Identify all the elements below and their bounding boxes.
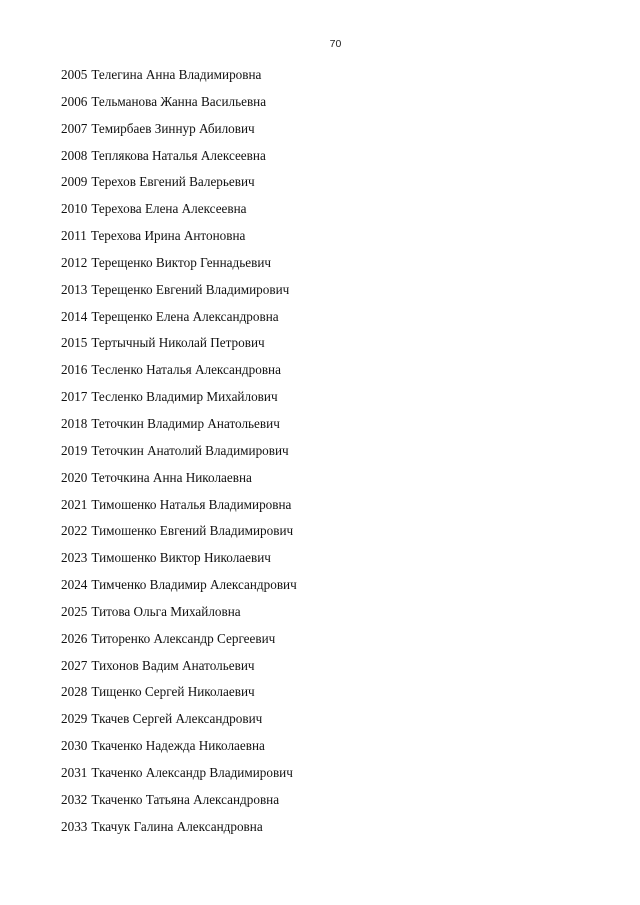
entry-name: Терещенко Виктор Геннадьевич — [91, 254, 272, 270]
entry-name: Тимошенко Евгений Владимирович — [91, 523, 294, 539]
list-item — [61, 574, 297, 601]
list-item — [61, 789, 297, 816]
list-item — [61, 171, 297, 198]
page-number: 70 — [329, 38, 342, 50]
list-item — [61, 279, 297, 306]
list-item — [61, 601, 297, 628]
list-item — [61, 547, 297, 574]
list-item — [61, 440, 297, 467]
entry-number: 2028 — [61, 684, 88, 700]
entry-number: 2006 — [61, 93, 88, 109]
entry-name: Тертычный Николай Петрович — [91, 335, 265, 351]
entry-name: Тимченко Владимир Александрович — [91, 577, 297, 593]
list-item — [61, 628, 297, 655]
entry-name: Тесленко Наталья Александровна — [91, 362, 281, 378]
entry-name: Титоренко Александр Сергеевич — [91, 630, 276, 646]
entry-name: Ткаченко Александр Владимирович — [91, 764, 293, 780]
entry-number: 2011 — [61, 228, 87, 244]
entry-number: 2021 — [61, 496, 88, 512]
entry-number: 2032 — [61, 791, 88, 807]
entry-number: 2023 — [61, 550, 88, 566]
entry-number: 2024 — [61, 577, 88, 593]
entry-number: 2029 — [61, 711, 88, 727]
list-item — [61, 359, 297, 386]
list-item — [61, 64, 297, 91]
entry-name: Ткаченко Татьяна Александровна — [91, 791, 280, 807]
entry-number: 2015 — [61, 335, 88, 351]
entry-name: Теплякова Наталья Алексеевна — [91, 147, 266, 163]
entry-number: 2022 — [61, 523, 88, 539]
entry-name: Темирбаев Зиннур Абилович — [91, 120, 255, 136]
list-item — [61, 520, 297, 547]
list-item — [61, 655, 297, 682]
entry-number: 2026 — [61, 630, 88, 646]
list-item — [61, 494, 297, 521]
entry-name: Тищенко Сергей Николаевич — [91, 684, 255, 700]
entry-name: Теточкин Анатолий Владимирович — [91, 442, 289, 458]
entry-number: 2008 — [61, 147, 88, 163]
entry-number: 2019 — [61, 442, 88, 458]
entry-number: 2005 — [61, 67, 88, 82]
entry-name: Ткачук Галина Александровна — [91, 818, 263, 834]
entry-name: Терещенко Евгений Владимирович — [91, 281, 290, 297]
entry-name: Терехов Евгений Валерьевич — [91, 174, 255, 190]
entry-name: Тесленко Владимир Михайлович — [91, 389, 278, 405]
entry-name: Теточкина Анна Николаевна — [91, 469, 252, 485]
entry-number: 2010 — [61, 201, 88, 217]
entry-name: Ткаченко Надежда Николаевна — [91, 738, 265, 754]
list-item — [61, 681, 297, 708]
entry-number: 2030 — [61, 738, 88, 754]
list-item — [61, 467, 297, 494]
list-item — [61, 198, 297, 225]
entry-number: 2031 — [61, 764, 88, 780]
entry-name: Теточкин Владимир Анатольевич — [91, 415, 280, 431]
list-item — [61, 708, 297, 735]
entry-number: 2025 — [61, 603, 88, 619]
entry-name: Терещенко Елена Александровна — [91, 308, 279, 324]
list-item — [61, 145, 297, 172]
list-item — [61, 386, 297, 413]
entry-number: 2016 — [61, 362, 88, 378]
entry-number: 2009 — [61, 174, 88, 190]
list-item — [61, 762, 297, 789]
entry-number: 2012 — [61, 254, 88, 270]
list-item — [61, 413, 297, 440]
entry-number: 2013 — [61, 281, 88, 297]
entry-name: Терехова Елена Алексеевна — [91, 201, 247, 217]
entry-number: 2018 — [61, 415, 88, 431]
list-item — [61, 735, 297, 762]
list-item — [61, 816, 297, 843]
list-item — [61, 306, 297, 333]
entry-name: Тимошенко Виктор Николаевич — [91, 550, 271, 566]
list-item — [61, 118, 297, 145]
list-item — [61, 91, 297, 118]
entry-name: Титова Ольга Михайловна — [91, 603, 241, 619]
list-item — [61, 332, 297, 359]
name-list — [61, 64, 297, 842]
entry-number: 2027 — [61, 657, 88, 673]
entry-name: Телегина Анна Владимировна — [91, 67, 262, 82]
entry-number: 2007 — [61, 120, 88, 136]
entry-name: Тихонов Вадим Анатольевич — [91, 657, 255, 673]
entry-name: Тельманова Жанна Васильевна — [91, 93, 267, 109]
entry-name: Тимошенко Наталья Владимировна — [91, 496, 292, 512]
list-item — [61, 252, 297, 279]
entry-number: 2014 — [61, 308, 88, 324]
entry-number: 2017 — [61, 389, 88, 405]
entry-name: Ткачев Сергей Александрович — [91, 711, 263, 727]
entry-number: 2020 — [61, 469, 88, 485]
list-item — [61, 225, 297, 252]
entry-number: 2033 — [61, 818, 88, 834]
entry-name: Терехова Ирина Антоновна — [90, 228, 246, 244]
